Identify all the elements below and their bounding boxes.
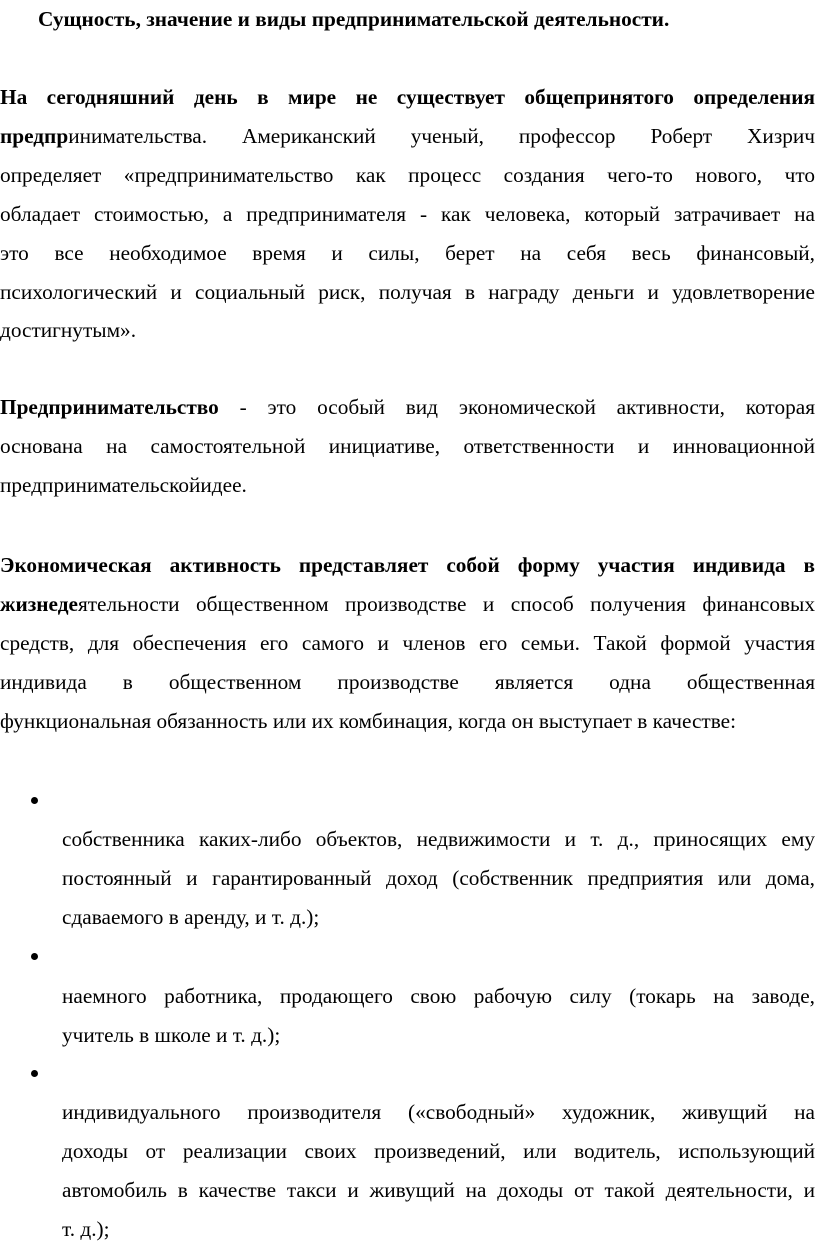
document-title: Сущность, значение и виды предпринимательской деятельности. [38,7,670,31]
paragraph-economic-activity [0,546,815,741]
paragraph-line: Экономическая активность представляет собой форму участия индивида в [0,553,815,577]
paragraph-line: обладает стоимостью, а предпринимателя - как человека, который затрачивает на [0,201,815,226]
text-fragment: ятельности общественном производстве и способ получения финансовых [77,591,815,616]
paragraph-line [0,466,815,505]
paragraph-line: индивида в общественном производстве является одна общественная [0,669,815,694]
bold-fragment: жизнеде [0,591,78,616]
paragraph-line: функциональная обязанность или их комбинация, когда он выступает в качестве: [0,708,737,733]
paragraph-line [0,585,815,624]
text-fragment: предпринимательской [0,472,201,497]
list-item-line: собственника каких-либо объектов, недвижимости и т. д., приносящих ему [62,827,815,851]
paragraph-line: психологический и социальный риск, получая в награду деньги и удовлетворение [0,279,815,304]
paragraph-line [0,388,815,427]
paragraph-line: определяет «предпринимательство как процесс создания чего-то нового, что [0,162,815,187]
paragraph-line: достигнутым». [0,318,137,343]
list-item [62,977,815,1055]
text-fragment: идее. [200,472,247,497]
bold-fragment: предпр [0,123,69,148]
list-item-line: т. д.); [62,1216,110,1241]
list-item-line: автомобиль в качестве такси и живущий на доходы от такой деятельности, и [62,1177,815,1202]
text-fragment: - это особый вид экономической активности, которая [218,395,815,419]
list-item-line: индивидуального производителя («свободный» художник, живущий на [62,1100,815,1124]
list-item [62,820,815,937]
bold-fragment: Предпринимательство [0,395,219,419]
bullet-icon [28,794,42,808]
list-item-line: сдаваемого в аренду, и т. д.); [62,904,320,929]
paragraph-definition [0,78,815,350]
bullet-icon [28,1067,42,1081]
list-item-line: наемного работника, продающего свою рабочую силу (токарь на заводе, [62,984,815,1008]
list-item [62,1093,815,1249]
paragraph-line: это все необходимое время и силы, берет на себя весь финансовый, [0,240,815,265]
paragraph-entrepreneurship [0,388,815,505]
text-fragment: инимательства. Американский ученый, профессор Роберт Хизрич [68,123,815,148]
paragraph-line: На сегодняшний день в мире не существует общепринятого определения [0,85,815,109]
paragraph-line: средств, для обеспечения его самого и членов его семьи. Такой формой участия [0,630,815,655]
list-item-line: учитель в школе и т. д.); [62,1022,281,1047]
list-item-line: доходы от реализации своих произведений, или водитель, использующий [62,1138,815,1163]
bullet-icon [28,950,42,964]
paragraph-line: основана на самостоятельной инициативе, ответственности и инновационной [0,433,815,458]
list-item-line: постоянный и гарантированный доход (собственник предприятия или дома, [62,865,815,890]
paragraph-line [0,117,815,156]
